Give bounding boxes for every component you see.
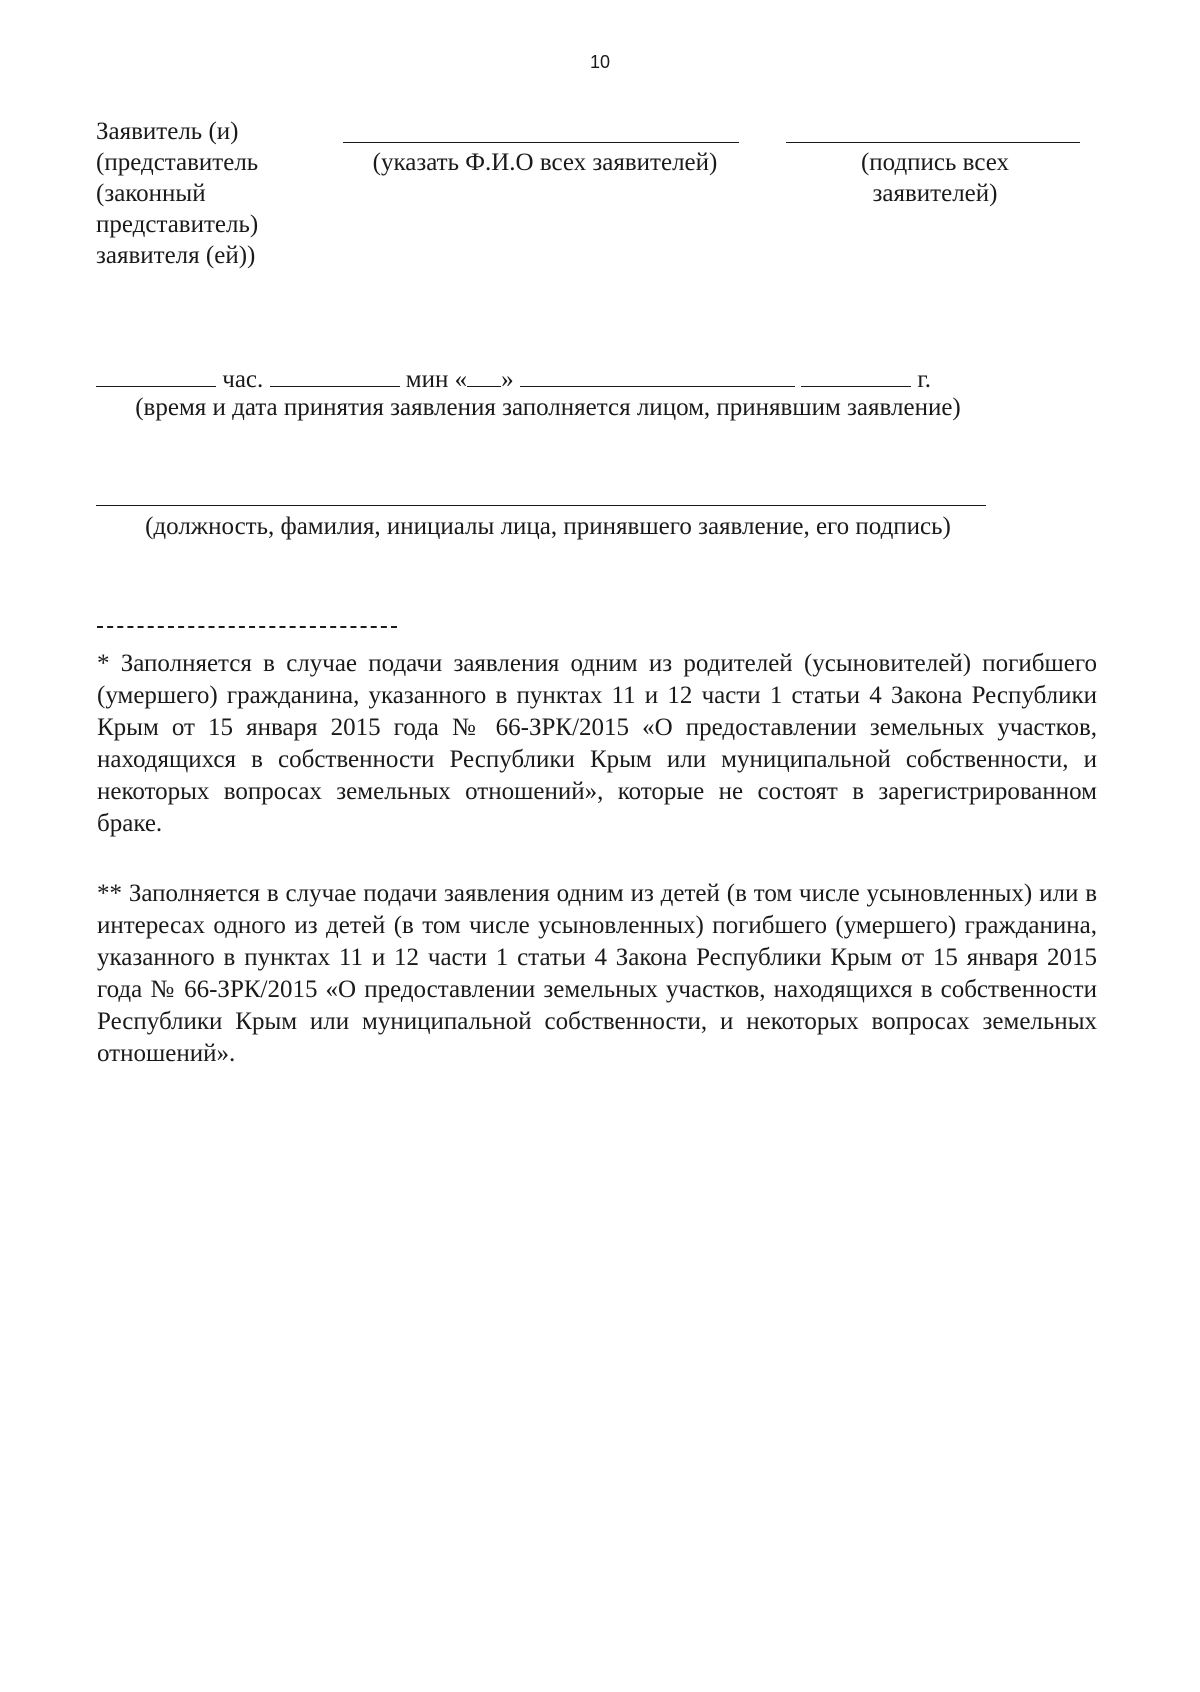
day-field[interactable] <box>467 364 501 387</box>
official-field-line[interactable] <box>96 505 986 506</box>
applicant-label <box>96 116 326 271</box>
applicant-label-line: (законный <box>96 180 206 207</box>
footnote-2: ** Заполняется в случае подачи заявления одним из детей (в том числе усыновленных) или в интересах одного из детей (в том числе усыновленных) погибшего (умершего) гражданина, указанного в пунктах 11 и 12 части 1 статьи 4 Закона Республики Крым от 15 января 2015 года № 66-ЗРК/2015 «О предоставлении земельных участков, находящихся в собственности Республики Крым или муниципальной собственности, и некоторых вопросах земельных отношений». <box>97 880 1097 1067</box>
footnote-separator <box>97 626 397 628</box>
applicant-label-line: заявителя (ей)) <box>96 242 256 269</box>
year-label: г. <box>917 366 932 393</box>
hour-label: час. <box>222 366 264 393</box>
signature-field-line[interactable] <box>786 142 1080 143</box>
quote-open: « <box>454 366 468 393</box>
quote-close: » <box>501 366 514 393</box>
footnote-1: * Заполняется в случае подачи заявления одним из родителей (усыновителей) погибшего (умершего) гражданина, указанного в пунктах 11 и 12 части 1 статьи 4 Закона Республики Крым от 15 января 2015 года № 66-ЗРК/2015 «О предоставлении земельных участков, находящихся в собственности Республики Крым или муниципальной собственности, и некоторых вопросах земельных отношений», которые не состоят в зарегистрированном браке. <box>97 650 1097 837</box>
applicant-label-line: (представитель <box>96 149 259 176</box>
fio-field-line[interactable] <box>343 142 739 143</box>
minute-field[interactable] <box>270 364 400 387</box>
acceptance-caption: (время и дата принятия заявления заполняется лицом, принявшим заявление) <box>135 394 961 421</box>
official-caption: (должность, фамилия, инициалы лица, принявшего заявление, его подпись) <box>145 513 951 540</box>
fio-caption: (указать Ф.И.О всех заявителей) <box>372 149 718 176</box>
applicant-label-line: Заявитель (и) <box>96 118 239 145</box>
month-field[interactable] <box>520 364 795 387</box>
minute-label: мин <box>405 366 449 393</box>
page-number: 10 <box>589 52 611 72</box>
applicant-label-line: представитель) <box>96 211 259 238</box>
year-field[interactable] <box>801 364 911 387</box>
hour-field[interactable] <box>96 364 216 387</box>
signature-caption: (подпись всех заявителей) <box>860 149 1010 207</box>
